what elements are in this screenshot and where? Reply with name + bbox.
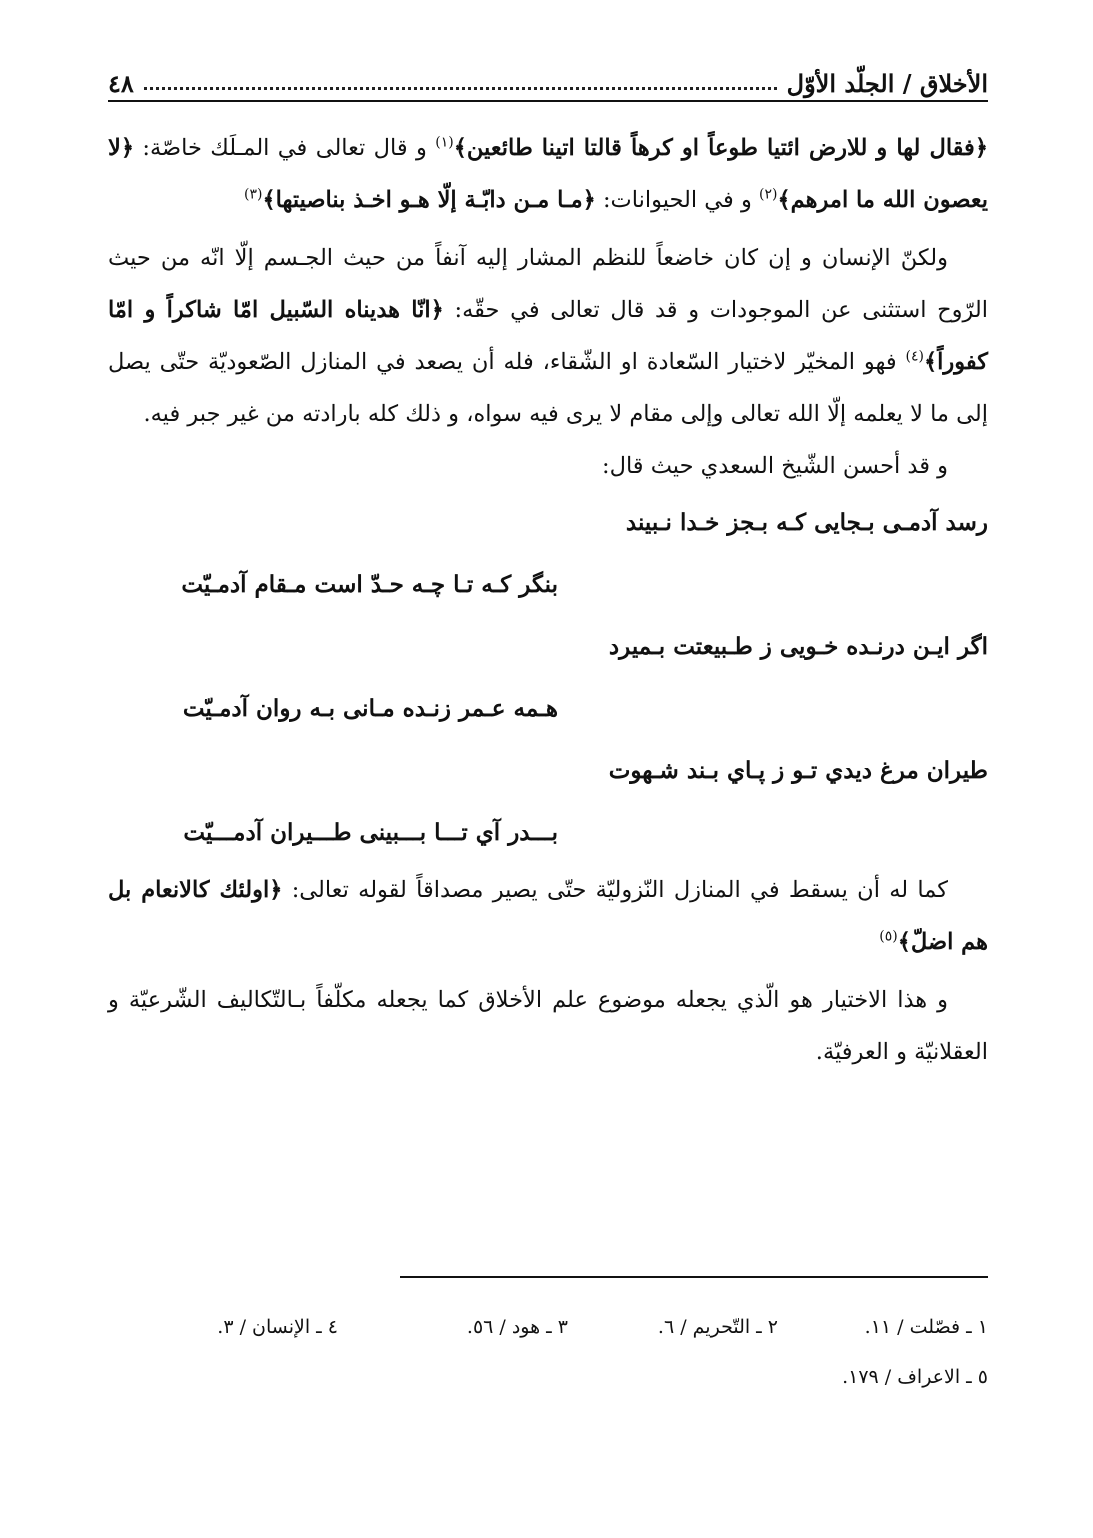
footnote: ١ ـ فصّلت / ١١. bbox=[864, 1316, 988, 1338]
footnote-rule bbox=[400, 1276, 988, 1278]
paragraph-2 bbox=[108, 232, 988, 440]
page-number: ٤٨ bbox=[108, 69, 134, 98]
text: ولكنّ الإنسان و إن كان خاضعاً للنظم المشار إليه آنفاً من حيث الجـسم إلّا انّه من حيث الرّوح استثنى عن الموجودات و قد قال تعالى في حقّه: bbox=[108, 245, 988, 323]
paragraph-5: و هذا الاختيار هو الّذي يجعله موضوع علم الأخلاق كما يجعله مكلّفاً بـالتّكاليف الشّرعيّة و العقلانيّة و العرفيّة. bbox=[108, 987, 988, 1065]
header-rule bbox=[108, 100, 988, 102]
running-title: الأخلاق / الجلّد الأوّل bbox=[786, 69, 988, 98]
paragraph-1 bbox=[108, 122, 988, 226]
footnote: ٥ ـ الاعراف / ١٧٩. bbox=[842, 1366, 988, 1388]
poem-verse: هـمه عـمر زنـده مـانی بـه روان آدمـيّت bbox=[182, 695, 558, 722]
page-body bbox=[108, 122, 988, 1078]
poem-verse: طيران مرغ ديدي تـو ز پـاي بـند شـهوت bbox=[608, 757, 988, 784]
quran-quote: ﴿فقال لها و للارض ائتيا طوعاً او كرهاً قالتا اتينا طائعين﴾ bbox=[453, 135, 989, 161]
paragraph-4 bbox=[108, 864, 988, 968]
dot-leader bbox=[144, 86, 777, 90]
poem-verse: اگر ايـن درنـده خـويی ز طـبيعتت بـميرد bbox=[608, 633, 988, 660]
footnote-ref: (٣) bbox=[243, 186, 263, 203]
footnotes-row-1 bbox=[108, 1312, 988, 1342]
footnote: ٤ ـ الإنسان / ٣. bbox=[217, 1316, 338, 1338]
footnote: ٢ ـ التّحريم / ٦. bbox=[657, 1316, 778, 1338]
poem-verse: رسد آدمـی بـجایی کـه بـجز خـدا نـبیند bbox=[625, 509, 988, 536]
quran-quote: ﴿لا يعصون الله ما امرهم﴾ bbox=[108, 135, 988, 213]
footnote-ref: (١) bbox=[435, 134, 454, 151]
paragraph-3: و قد أحسن الشّيخ السعدي حيث قال: bbox=[602, 453, 948, 479]
text: كما له أن يسقط في المنازل النّزوليّة حتّى يصير مصداقاً لقوله تعالى: bbox=[291, 877, 948, 903]
poem-verse: بـــدر آي تـــا بـــبينى طـــيران آدمـــيّت bbox=[183, 819, 558, 846]
footnote-ref: (٤) bbox=[905, 348, 924, 365]
quran-quote: ﴿انّا هديناه السّبيل امّا شاكراً و امّا كفوراً﴾ bbox=[108, 297, 988, 375]
poem-verse: بنگر کـه تـا چـه حـدّ است مـقام آدمـیّت bbox=[181, 571, 558, 598]
footnote-ref: (٢) bbox=[758, 186, 778, 203]
quran-quote: ﴿اولئك كالانعام بل هم اضلّ﴾ bbox=[108, 877, 988, 955]
footnote-ref: (٥) bbox=[879, 928, 898, 945]
page-header bbox=[108, 52, 988, 98]
footnote: ٣ ـ هود / ٥٦. bbox=[466, 1316, 568, 1338]
text: فهو المخيّر لاختيار السّعادة او الشّقاء، فله أن يصعد في المنازل الصّعوديّة حتّى يصل إلى ما لا يعلمه إلّا الله تعالى وإلى مقام لا يرى فيه سواه، و ذلك كله بارادته من غير جبر فيه. bbox=[108, 349, 988, 427]
footnotes-row-2 bbox=[108, 1362, 988, 1392]
text: و قال تعالى في المـلَك خاصّة: bbox=[142, 135, 427, 161]
quran-quote: ﴿مـا مـن دابّـة إلّا هـو اخـذ بناصيتها﴾ bbox=[262, 187, 596, 213]
text: و في الحيوانات: bbox=[602, 187, 752, 213]
